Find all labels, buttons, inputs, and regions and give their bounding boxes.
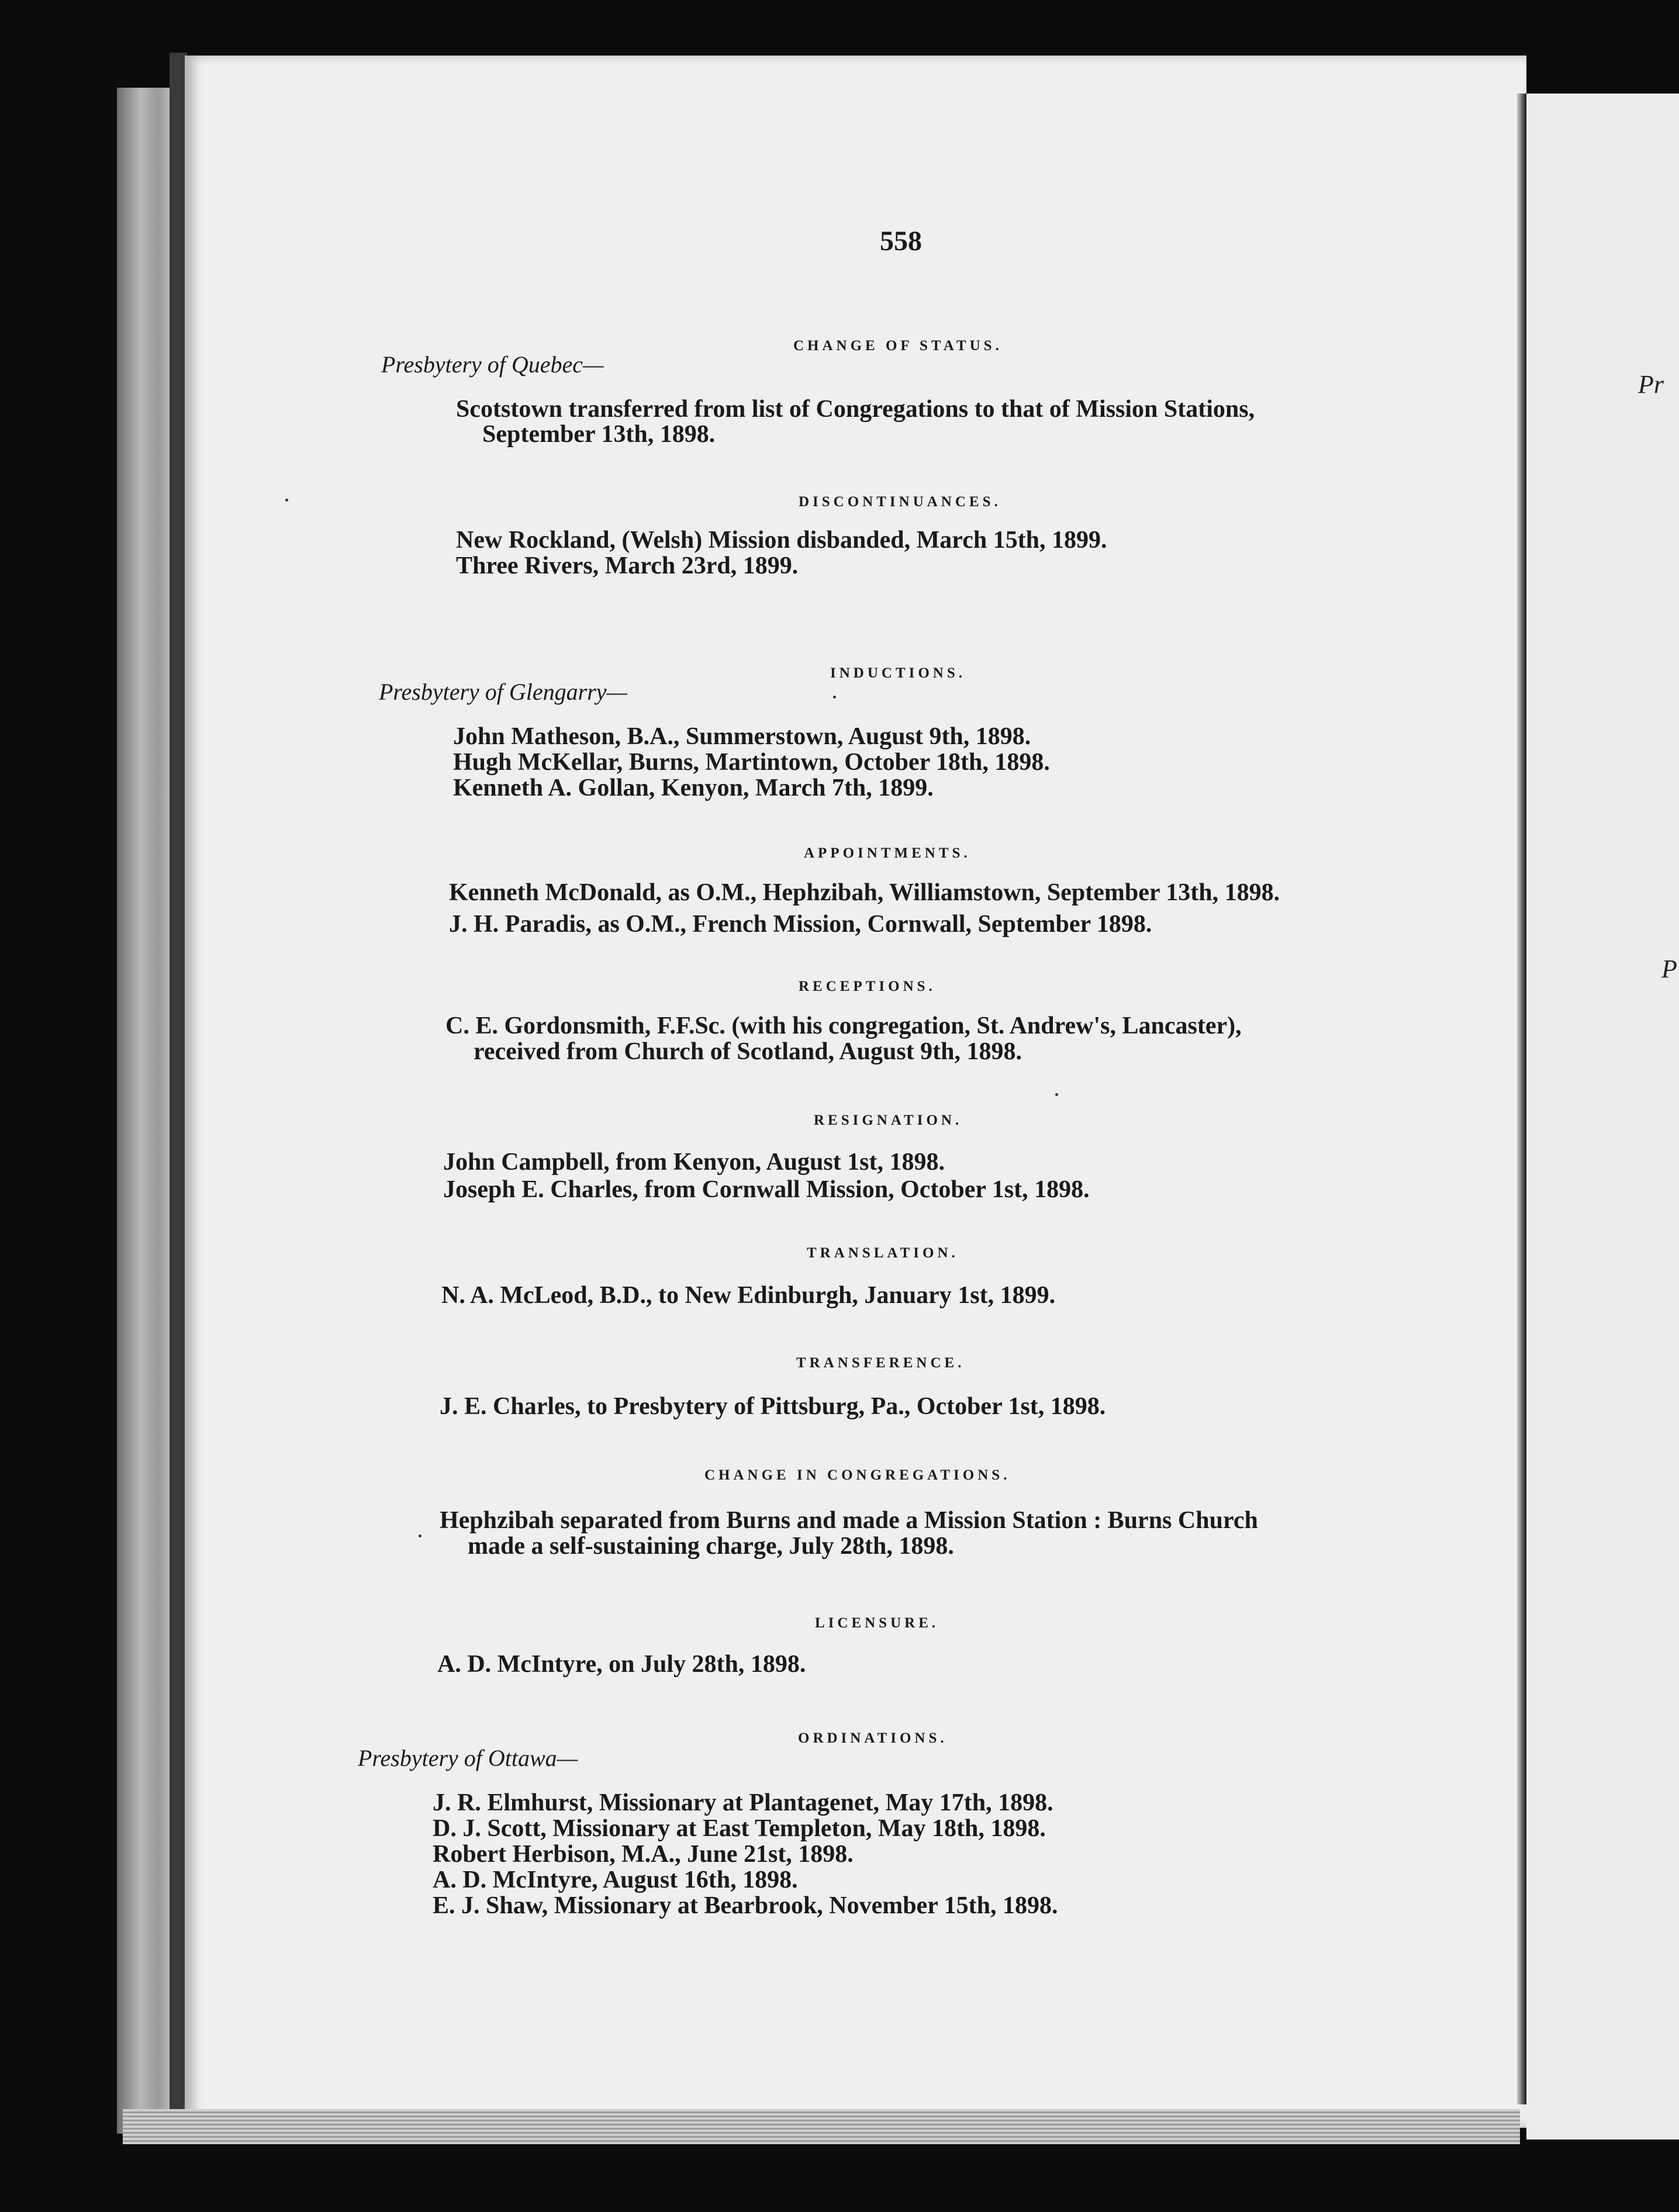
record-line: John Matheson, B.A., Summerstown, August 9th, 1898. — [453, 723, 1031, 750]
record-line: New Rockland, (Welsh) Mission disbanded, March 15th, 1899. — [456, 527, 1107, 554]
record-line: received from Church of Scotland, August 9th, 1898. — [474, 1038, 1022, 1065]
record-line: Hephzibah separated from Burns and made a Mission Station : Burns Church — [440, 1507, 1258, 1534]
book-gutter — [1517, 94, 1526, 2104]
section-heading: ORDINATIONS. — [798, 1730, 948, 1746]
ink-speck — [833, 696, 836, 699]
page-bottom-edges — [123, 2109, 1520, 2144]
page-number: 558 — [880, 226, 922, 257]
presbytery-label: Presbytery of Glengarry— — [379, 679, 628, 705]
record-line: D. J. Scott, Missionary at East Templeton, May 18th, 1898. — [433, 1815, 1046, 1842]
facing-page — [1526, 94, 1679, 2140]
section-heading: DISCONTINUANCES. — [799, 494, 1001, 510]
facing-page-fragment: P — [1661, 955, 1677, 983]
record-line: Joseph E. Charles, from Cornwall Mission, October 1st, 1898. — [443, 1176, 1090, 1203]
section-heading: CHANGE IN CONGREGATIONS. — [704, 1467, 1011, 1483]
record-line: September 13th, 1898. — [482, 421, 716, 448]
section-heading: RECEPTIONS. — [799, 979, 936, 994]
facing-page-fragment: Pr — [1638, 370, 1664, 399]
ink-speck — [1055, 1093, 1058, 1096]
section-heading: LICENSURE. — [815, 1615, 939, 1631]
section-heading: RESIGNATION. — [814, 1112, 963, 1128]
section-heading: APPOINTMENTS. — [804, 845, 971, 861]
ink-speck — [285, 499, 288, 502]
record-line: John Campbell, from Kenyon, August 1st, 1898. — [443, 1149, 945, 1176]
record-line: made a self-sustaining charge, July 28th, 1898. — [468, 1533, 954, 1560]
record-line: Hugh McKellar, Burns, Martintown, October 18th, 1898. — [453, 749, 1050, 776]
record-line: Kenneth A. Gollan, Kenyon, March 7th, 1899. — [453, 775, 934, 801]
record-line: Kenneth McDonald, as O.M., Hephzibah, Williamstown, September 13th, 1898. — [449, 879, 1280, 906]
section-heading: CHANGE OF STATUS. — [793, 338, 1003, 354]
presbytery-label: Presbytery of Ottawa— — [358, 1745, 578, 1771]
section-heading: TRANSFERENCE. — [796, 1355, 965, 1371]
record-line: E. J. Shaw, Missionary at Bearbrook, November 15th, 1898. — [433, 1892, 1058, 1919]
record-line: Robert Herbison, M.A., June 21st, 1898. — [433, 1841, 854, 1868]
record-line: A. D. McIntyre, August 16th, 1898. — [433, 1867, 798, 1893]
record-line: Scotstown transferred from list of Congregations to that of Mission Stations, — [456, 396, 1255, 423]
record-line: A. D. McIntyre, on July 28th, 1898. — [437, 1651, 806, 1678]
record-line: J. R. Elmhurst, Missionary at Plantagenet, May 17th, 1898. — [433, 1789, 1053, 1816]
record-line: N. A. McLeod, B.D., to New Edinburgh, January 1st, 1899. — [441, 1282, 1056, 1309]
presbytery-label: Presbytery of Quebec— — [381, 351, 604, 378]
record-line: J. H. Paradis, as O.M., French Mission, Cornwall, September 1898. — [449, 911, 1152, 938]
section-heading: INDUCTIONS. — [830, 665, 966, 681]
record-line: Three Rivers, March 23rd, 1899. — [456, 552, 799, 579]
ink-speck — [419, 1534, 422, 1537]
section-heading: TRANSLATION. — [807, 1245, 959, 1261]
record-line: J. E. Charles, to Presbytery of Pittsburg, Pa., October 1st, 1898. — [440, 1393, 1106, 1420]
record-line: C. E. Gordonsmith, F.F.Sc. (with his congregation, St. Andrew's, Lancaster), — [445, 1012, 1242, 1039]
